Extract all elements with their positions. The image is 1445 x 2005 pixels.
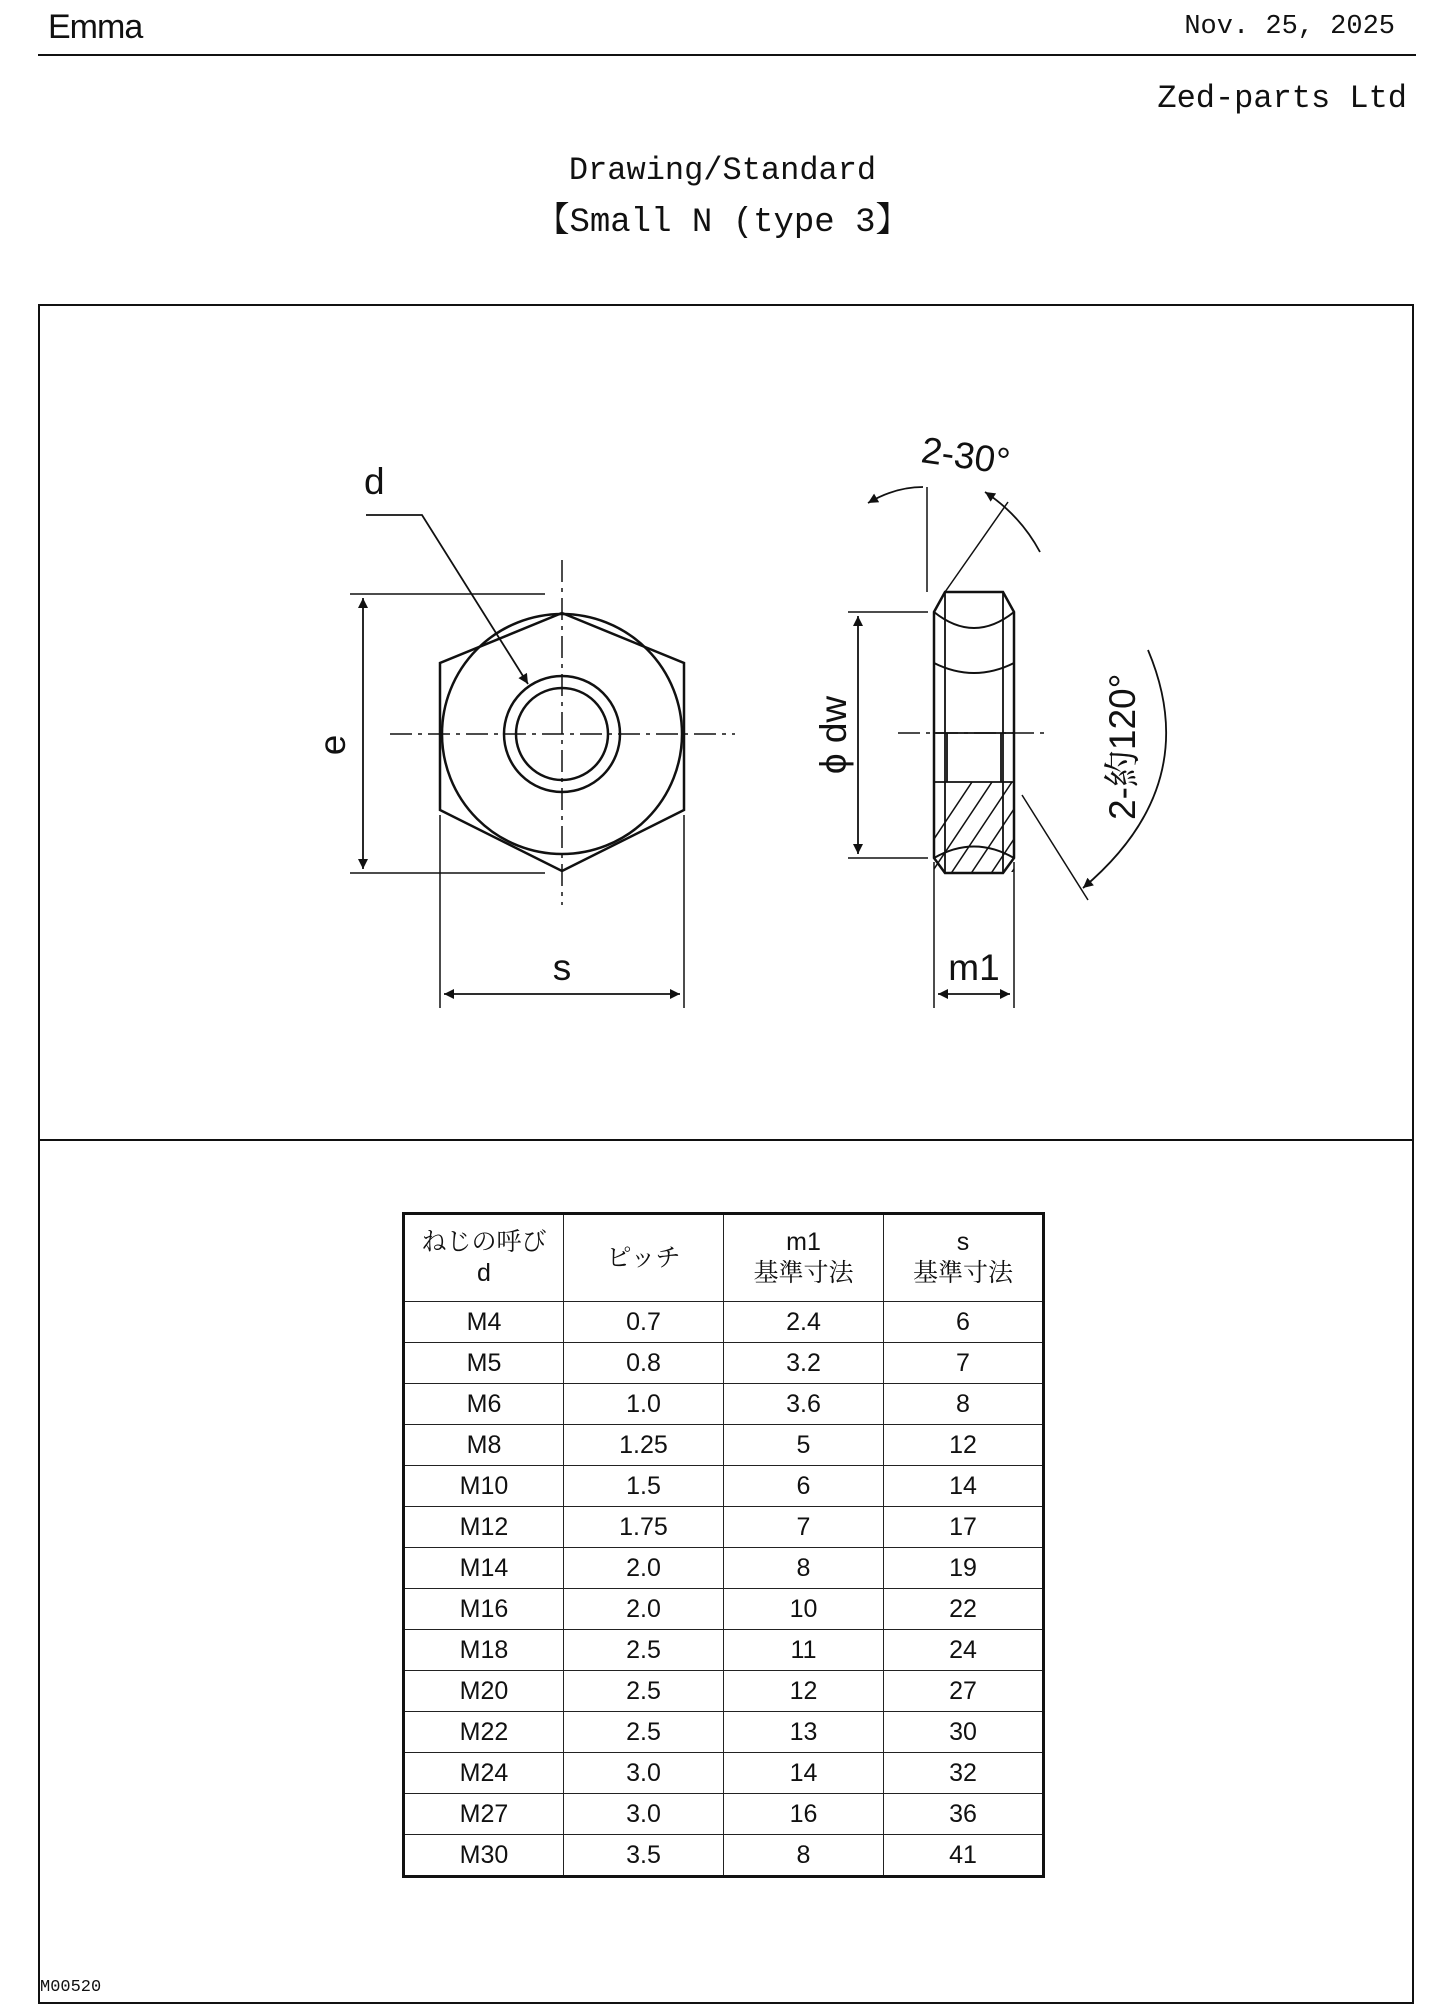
cell-pitch: 1.0 bbox=[564, 1384, 724, 1425]
document-date: Nov. 25, 2025 bbox=[1184, 12, 1395, 42]
cell-m1: 8 bbox=[724, 1548, 884, 1589]
label-d: d bbox=[364, 461, 385, 502]
cell-thread-size: M18 bbox=[404, 1630, 564, 1671]
cell-m1: 3.2 bbox=[724, 1343, 884, 1384]
table-row bbox=[404, 1384, 1044, 1425]
table-header-row bbox=[404, 1214, 1044, 1302]
table-row bbox=[404, 1548, 1044, 1589]
cell-s: 12 bbox=[884, 1425, 1044, 1466]
cell-thread-size: M22 bbox=[404, 1712, 564, 1753]
header-pitch: ピッチ bbox=[564, 1214, 724, 1302]
cell-m1: 6 bbox=[724, 1466, 884, 1507]
header-s: s 基準寸法 bbox=[884, 1214, 1044, 1302]
cell-thread-size: M24 bbox=[404, 1753, 564, 1794]
table-row bbox=[404, 1507, 1044, 1548]
cell-m1: 12 bbox=[724, 1671, 884, 1712]
label-seat-angle: 2-約120° bbox=[1102, 673, 1143, 820]
cell-m1: 13 bbox=[724, 1712, 884, 1753]
seat-leader bbox=[1022, 795, 1088, 900]
table-row bbox=[404, 1835, 1044, 1877]
cell-thread-size: M14 bbox=[404, 1548, 564, 1589]
cell-s: 17 bbox=[884, 1507, 1044, 1548]
cell-pitch: 1.5 bbox=[564, 1466, 724, 1507]
cell-thread-size: M6 bbox=[404, 1384, 564, 1425]
cell-pitch: 2.5 bbox=[564, 1630, 724, 1671]
table-row bbox=[404, 1712, 1044, 1753]
cell-s: 6 bbox=[884, 1302, 1044, 1343]
document-code: M00520 bbox=[40, 1978, 102, 1997]
cell-thread-size: M4 bbox=[404, 1302, 564, 1343]
chamfer-leader bbox=[945, 502, 1008, 592]
header-m1: m1 基準寸法 bbox=[724, 1214, 884, 1302]
cell-s: 19 bbox=[884, 1548, 1044, 1589]
table-row bbox=[404, 1343, 1044, 1384]
cell-m1: 14 bbox=[724, 1753, 884, 1794]
cell-pitch: 3.0 bbox=[564, 1794, 724, 1835]
header-thread-size: ねじの呼び d bbox=[404, 1214, 564, 1302]
spec-table bbox=[402, 1212, 1045, 1878]
table-row bbox=[404, 1671, 1044, 1712]
cell-thread-size: M16 bbox=[404, 1589, 564, 1630]
cell-m1: 11 bbox=[724, 1630, 884, 1671]
cell-m1: 7 bbox=[724, 1507, 884, 1548]
chamfer-arc bbox=[868, 487, 923, 503]
table-row bbox=[404, 1466, 1044, 1507]
cell-thread-size: M20 bbox=[404, 1671, 564, 1712]
cell-pitch: 2.0 bbox=[564, 1589, 724, 1630]
front-view bbox=[350, 515, 735, 1008]
author-name: Emma bbox=[48, 8, 143, 46]
cell-thread-size: M27 bbox=[404, 1794, 564, 1835]
table-row bbox=[404, 1753, 1044, 1794]
cell-thread-size: M8 bbox=[404, 1425, 564, 1466]
cell-pitch: 2.0 bbox=[564, 1548, 724, 1589]
cell-thread-size: M30 bbox=[404, 1835, 564, 1877]
cell-m1: 2.4 bbox=[724, 1302, 884, 1343]
cell-pitch: 0.7 bbox=[564, 1302, 724, 1343]
cell-m1: 5 bbox=[724, 1425, 884, 1466]
drawing-labels bbox=[312, 429, 1143, 988]
cell-pitch: 3.5 bbox=[564, 1835, 724, 1877]
cell-s: 36 bbox=[884, 1794, 1044, 1835]
company-name: Zed-parts Ltd bbox=[1157, 80, 1407, 117]
cell-m1: 3.6 bbox=[724, 1384, 884, 1425]
label-m1: m1 bbox=[948, 947, 1000, 988]
cell-s: 8 bbox=[884, 1384, 1044, 1425]
label-dw: ϕ dw bbox=[813, 695, 854, 775]
cell-m1: 8 bbox=[724, 1835, 884, 1877]
cell-pitch: 2.5 bbox=[564, 1712, 724, 1753]
cell-s: 24 bbox=[884, 1630, 1044, 1671]
cell-s: 22 bbox=[884, 1589, 1044, 1630]
cell-s: 32 bbox=[884, 1753, 1044, 1794]
label-e: e bbox=[312, 734, 353, 756]
cell-s: 14 bbox=[884, 1466, 1044, 1507]
cell-pitch: 1.75 bbox=[564, 1507, 724, 1548]
table-row bbox=[404, 1589, 1044, 1630]
table-row bbox=[404, 1425, 1044, 1466]
cell-s: 41 bbox=[884, 1835, 1044, 1877]
cell-s: 30 bbox=[884, 1712, 1044, 1753]
table-row bbox=[404, 1794, 1044, 1835]
cell-pitch: 3.0 bbox=[564, 1753, 724, 1794]
cell-pitch: 2.5 bbox=[564, 1671, 724, 1712]
cell-thread-size: M5 bbox=[404, 1343, 564, 1384]
cell-pitch: 1.25 bbox=[564, 1425, 724, 1466]
cell-thread-size: M12 bbox=[404, 1507, 564, 1548]
document-subtitle: 【Small N (type 3】 bbox=[535, 204, 910, 242]
cell-s: 7 bbox=[884, 1343, 1044, 1384]
table-row bbox=[404, 1302, 1044, 1343]
d-leader bbox=[366, 515, 528, 684]
cell-pitch: 0.8 bbox=[564, 1343, 724, 1384]
label-chamfer-angle: 2-30° bbox=[918, 429, 1013, 483]
cell-m1: 16 bbox=[724, 1794, 884, 1835]
document-title: Drawing/Standard bbox=[568, 152, 877, 189]
label-s: s bbox=[552, 947, 572, 988]
table-row bbox=[404, 1630, 1044, 1671]
cell-m1: 10 bbox=[724, 1589, 884, 1630]
cell-thread-size: M10 bbox=[404, 1466, 564, 1507]
cell-s: 27 bbox=[884, 1671, 1044, 1712]
